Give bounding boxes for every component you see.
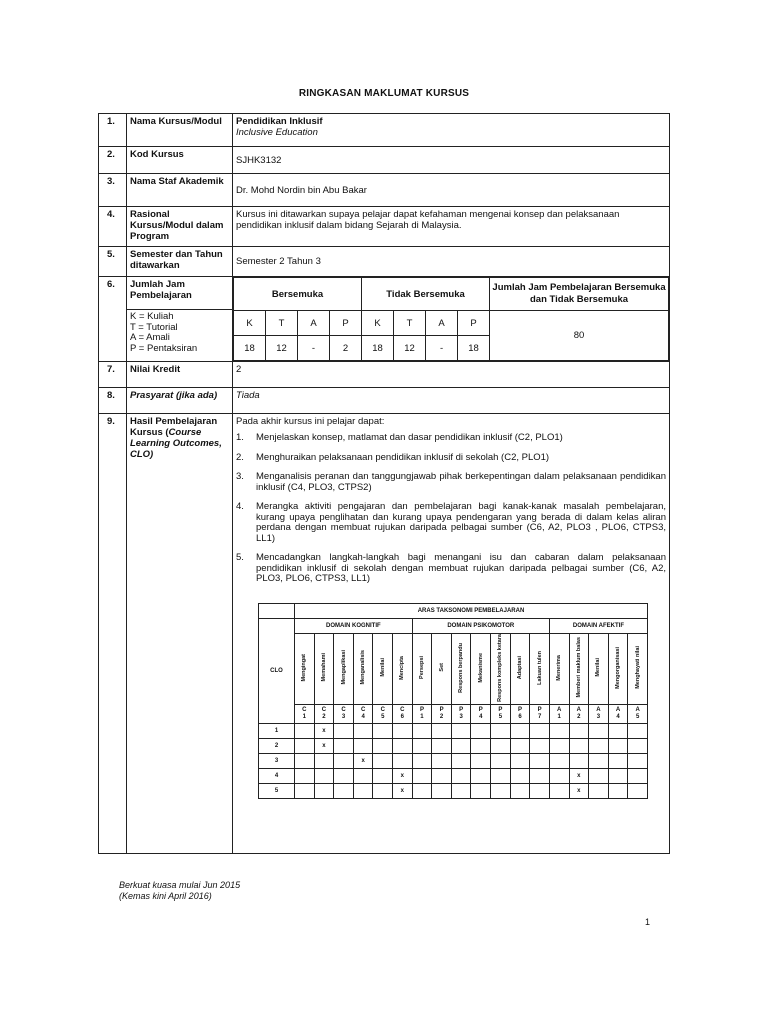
taxonomy-level-code: C 3 [334,704,354,723]
taxonomy-level-name: Set [438,663,445,672]
domain-afektif-header: DOMAIN AFEKTIF [549,618,647,633]
row-number: 7. [99,362,127,388]
taxonomy-level-name-cell [393,633,413,704]
taxonomy-mark-cell [510,768,530,783]
taxonomy-mark-cell [471,783,491,798]
hours-table [233,277,669,361]
taxonomy-mark-cell [412,768,432,783]
taxonomy-level-code: A 4 [608,704,628,723]
row-label: Nilai Kredit [127,362,233,388]
learning-hours-grid-cell [233,277,670,362]
taxonomy-mark-cell [608,768,628,783]
row-number: 4. [99,207,127,247]
row-label: Nama Kursus/Modul [127,114,233,147]
taxonomy-mark-cell [451,753,471,768]
row-label: Nama Staf Akademik [127,174,233,207]
taxonomy-level-name-cell [314,633,334,704]
taxonomy-mark-cell [471,723,491,738]
row-label: Kod Kursus [127,147,233,174]
taxonomy-mark-cell [334,783,354,798]
row-label [127,414,233,854]
taxonomy-mark-cell [451,783,471,798]
taxonomy-mark-cell [314,753,334,768]
taxonomy-mark-cell [393,723,413,738]
taxonomy-level-code: P 4 [471,704,491,723]
hours-value-cell: 12 [394,336,426,361]
taxonomy-level-code: P 3 [451,704,471,723]
code-cell: P [458,311,490,336]
taxonomy-domain-row [259,618,648,633]
taxonomy-level-name-cell [628,633,648,704]
taxonomy-mark-cell [628,768,648,783]
row-label: Rasional Kursus/Modul dalam Program [127,207,233,247]
taxonomy-mark-cell [530,723,550,738]
course-name-malay: Pendidikan Inklusif [236,116,323,127]
taxonomy-mark-cell [412,723,432,738]
clo-item-number: 1. [236,432,244,443]
footer-note [119,880,240,902]
taxonomy-level-name-cell [471,633,491,704]
header-tidak-bersemuka: Tidak Bersemuka [362,278,490,311]
taxonomy-mark-cell [432,738,452,753]
taxonomy-mark-cell [432,768,452,783]
taxonomy-level-name-cell [295,633,315,704]
clo-item-text: Menganalisis peranan dan tanggungjawab pihak berkepentingan dalam pelaksanaan pendidikan inklusif (C4, PLO3, CTPS2) [256,471,666,493]
taxonomy-level-code: P 6 [510,704,530,723]
code-cell: T [266,311,298,336]
taxonomy-mark-cell [314,768,334,783]
domain-psikomotor-header: DOMAIN PSIKOMOTOR [412,618,549,633]
row-credit [99,362,670,388]
taxonomy-mark-cell [353,738,373,753]
taxonomy-clo-number: 3 [259,753,295,768]
taxonomy-clo-number: 4 [259,768,295,783]
taxonomy-mark-cell [530,753,550,768]
taxonomy-level-name-cell [491,633,511,704]
taxonomy-clo-header: CLO [259,618,295,723]
taxonomy-mark-cell: x [393,768,413,783]
taxonomy-level-name-cell [510,633,530,704]
hours-value-cell: - [298,336,330,361]
taxonomy-mark-cell [589,753,609,768]
code-cell: K [234,311,266,336]
footer-effective-date: Berkuat kuasa mulai Jun 2015 [119,880,241,890]
taxonomy-mark-cell [608,783,628,798]
clo-item-number: 4. [236,501,244,512]
learning-hours-label-cell [127,277,233,362]
taxonomy-level-name: Menganalisis [360,650,367,685]
taxonomy-level-name-cell [353,633,373,704]
clo-item [236,453,666,464]
row-academic-staff [99,174,670,207]
taxonomy-mark-cell [412,783,432,798]
prerequisite-value: Tiada [233,388,670,414]
legend-tutorial: T = Tutorial [130,321,178,333]
hours-value-cell: - [426,336,458,361]
taxonomy-mark-cell: x [314,723,334,738]
hours-value-cell: 18 [458,336,490,361]
taxonomy-level-name-cell [608,633,628,704]
taxonomy-level-code: A 2 [569,704,589,723]
taxonomy-level-code: A 3 [589,704,609,723]
row-number: 1. [99,114,127,147]
taxonomy-level-name: Mencipta [399,655,406,680]
taxonomy-level-name: Memberi maklum balas [575,637,582,698]
taxonomy-mark-cell [510,738,530,753]
clo-intro: Pada akhir kursus ini pelajar dapat: [236,416,385,427]
total-hours-value: 80 [490,311,669,361]
hours-value-cell: 2 [330,336,362,361]
taxonomy-mark-cell [432,783,452,798]
taxonomy-mark-cell [471,753,491,768]
taxonomy-corner [259,603,295,618]
taxonomy-mark-cell [628,723,648,738]
taxonomy-clo-row [259,768,648,783]
row-learning-outcomes [99,414,670,854]
taxonomy-level-name-cell [412,633,432,704]
taxonomy-level-names-row [259,633,648,704]
course-code-value: SJHK3132 [233,147,670,174]
row-number: 8. [99,388,127,414]
course-summary-table [98,113,670,854]
taxonomy-mark-cell [510,753,530,768]
taxonomy-mark-cell [491,723,511,738]
code-cell: P [330,311,362,336]
row-number: 6. [99,277,127,362]
code-cell: A [298,311,330,336]
taxonomy-mark-cell: x [569,768,589,783]
taxonomy-mark-cell [569,738,589,753]
rationale-value [233,207,670,247]
taxonomy-mark-cell [295,738,315,753]
taxonomy-level-name: Mekanisme [477,652,484,683]
clo-content [233,414,670,854]
taxonomy-mark-cell [353,768,373,783]
taxonomy-level-name-cell [451,633,471,704]
taxonomy-level-name: Respons berpandu [458,642,465,693]
taxonomy-mark-cell [451,723,471,738]
row-number: 9. [99,414,127,854]
taxonomy-mark-cell: x [569,783,589,798]
taxonomy-mark-cell [353,783,373,798]
hours-value-cell: 18 [362,336,394,361]
taxonomy-mark-cell [491,738,511,753]
legend-amali: A = Amali [130,332,170,343]
taxonomy-level-name: Mengorganisasi [615,646,622,689]
taxonomy-clo-number: 5 [259,783,295,798]
row-number: 2. [99,147,127,174]
taxonomy-mark-cell [628,753,648,768]
taxonomy-level-name-cell [432,633,452,704]
taxonomy-clo-row [259,723,648,738]
taxonomy-level-name-cell [373,633,393,704]
taxonomy-mark-cell [334,738,354,753]
code-cell: T [394,311,426,336]
clo-item-number: 3. [236,471,244,482]
taxonomy-mark-cell [295,723,315,738]
taxonomy-mark-cell [373,738,393,753]
taxonomy-level-code: C 2 [314,704,334,723]
taxonomy-level-code: C 4 [353,704,373,723]
taxonomy-mark-cell [530,738,550,753]
taxonomy-mark-cell: x [353,753,373,768]
taxonomy-level-name-cell [334,633,354,704]
taxonomy-level-code: P 7 [530,704,550,723]
taxonomy-level-code: P 5 [491,704,511,723]
clo-item-number: 2. [236,451,244,463]
code-cell: A [426,311,458,336]
taxonomy-level-name: Lakuan tulen [536,650,543,685]
code-cell: K [362,311,394,336]
taxonomy-mark-cell [373,753,393,768]
taxonomy-mark-cell [373,768,393,783]
staff-name-value: Dr. Mohd Nordin bin Abu Bakar [233,174,670,207]
taxonomy-mark-cell [608,723,628,738]
clo-item-text: Merangka aktiviti pengajaran dan pembelajaran bagi kanak-kanak masalah pembelajaran, kurang upaya penglihatan dan kurang upaya pendengaran yang berada di dalam kelas aliran perdana dengan membuat rujukan daripada pelbagai sumber (C6, A2, PLO3 , PLO6, CTPS3, LL1) [256,501,666,544]
row-course-code [99,147,670,174]
taxonomy-level-codes-row [259,704,648,723]
clo-item [236,502,666,544]
taxonomy-level-name-cell [589,633,609,704]
taxonomy-mark-cell: x [314,738,334,753]
taxonomy-mark-cell [295,768,315,783]
taxonomy-mark-cell [412,738,432,753]
taxonomy-level-name-cell [530,633,550,704]
taxonomy-mark-cell [295,753,315,768]
taxonomy-mark-cell: x [393,783,413,798]
taxonomy-level-name-cell [569,633,589,704]
row-label: Prasyarat (jika ada) [127,388,233,414]
taxonomy-level-name: Mengaplikasi [340,650,347,685]
taxonomy-mark-cell [334,768,354,783]
hours-value-cell: 12 [266,336,298,361]
credit-value: 2 [233,362,670,388]
taxonomy-mark-cell [569,723,589,738]
clo-item-number: 5. [236,552,244,563]
taxonomy-mark-cell [334,753,354,768]
taxonomy-level-name-cell [549,633,569,704]
row-rationale [99,207,670,247]
header-jumlah-jam: Jumlah Jam Pembelajaran Bersemuka dan Tidak Bersemuka [490,278,669,311]
taxonomy-mark-cell [608,753,628,768]
taxonomy-level-name: Mengingat [301,653,308,682]
taxonomy-mark-cell [510,723,530,738]
row-value [233,114,670,147]
taxonomy-level-name: Menilai [379,658,386,677]
taxonomy-mark-cell [530,768,550,783]
row-course-name [99,114,670,147]
taxonomy-mark-cell [530,783,550,798]
taxonomy-mark-cell [608,738,628,753]
clo-item-text: Menghuraikan pelaksanaan pendidikan inklusif di sekolah (C2, PLO1) [256,451,550,463]
taxonomy-mark-cell [549,738,569,753]
row-semester [99,247,670,277]
taxonomy-mark-cell [393,738,413,753]
taxonomy-clo-row [259,738,648,753]
taxonomy-level-code: P 1 [412,704,432,723]
taxonomy-level-name: Menilai [595,658,602,677]
taxonomy-mark-cell [491,753,511,768]
clo-label-part1: Hasil Pembelajaran Kursus ( [130,416,218,438]
taxonomy-mark-cell [471,768,491,783]
taxonomy-clo-row [259,753,648,768]
legend-pentaksiran: P = Pentaksiran [130,342,198,354]
taxonomy-mark-cell [334,723,354,738]
legend-kuliah: K = Kuliah [130,311,174,322]
taxonomy-mark-cell [393,753,413,768]
taxonomy-clo-number: 2 [259,738,295,753]
taxonomy-level-code: P 2 [432,704,452,723]
row-number: 3. [99,174,127,207]
taxonomy-mark-cell [373,783,393,798]
document-title: RINGKASAN MAKLUMAT KURSUS [298,88,470,99]
clo-item-text: Menjelaskan konsep, matlamat dan dasar pendidikan inklusif (C2, PLO1) [256,432,563,443]
taxonomy-title: ARAS TAKSONOMI PEMBELAJARAN [295,603,648,618]
taxonomy-level-code: A 1 [549,704,569,723]
taxonomy-level-name: Memahami [320,653,327,682]
taxonomy-level-code: C 6 [393,704,413,723]
row-prerequisite [99,388,670,414]
taxonomy-mark-cell [373,723,393,738]
taxonomy-mark-cell [628,738,648,753]
taxonomy-mark-cell [432,753,452,768]
taxonomy-level-code: C 5 [373,704,393,723]
taxonomy-level-name: Respons kompleks ketara [497,633,504,702]
taxonomy-mark-cell [491,783,511,798]
clo-list [236,433,666,585]
taxonomy-mark-cell [510,783,530,798]
domain-kognitif-header: DOMAIN KOGNITIF [295,618,413,633]
taxonomy-mark-cell [491,768,511,783]
taxonomy-mark-cell [628,783,648,798]
taxonomy-level-name: Menghayati nilai [634,646,641,689]
taxonomy-mark-cell [549,768,569,783]
header-bersemuka: Bersemuka [234,278,362,311]
taxonomy-mark-cell [549,753,569,768]
row-label: Jumlah Jam Pembelajaran [127,277,232,310]
taxonomy-mark-cell [432,723,452,738]
taxonomy-mark-cell [295,783,315,798]
footer-updated-date: (Kemas kini April 2016) [119,891,212,901]
taxonomy-mark-cell [412,753,432,768]
course-name-english: Inclusive Education [236,127,318,138]
rationale-text: Kursus ini ditawarkan supaya pelajar dapat kefahaman mengenai konsep dan pelaksanaan pendidikan inklusif dalam bidang Sejarah di Malaysia. [236,209,620,231]
clo-item [236,553,666,585]
taxonomy-level-name: Persepsi [418,656,425,679]
taxonomy-level-name: Adaptasi [517,655,523,680]
clo-label-part2: Course Learning Outcomes, CLO) [130,427,222,460]
clo-item [236,433,666,444]
taxonomy-table [258,603,648,799]
row-learning-hours [99,277,670,362]
taxonomy-mark-cell [589,723,609,738]
taxonomy-mark-cell [451,738,471,753]
taxonomy-clo-number: 1 [259,723,295,738]
taxonomy-clo-row [259,783,648,798]
hours-value-cell: 18 [234,336,266,361]
taxonomy-mark-cell [569,753,589,768]
row-number: 5. [99,247,127,277]
taxonomy-title-row [259,603,648,618]
clo-item-text: Mencadangkan langkah-langkah bagi menangani isu dan cabaran dalam pelaksanaan pendidikan inklusif di sekolah dengan membuat rujukan daripada pelbagai sumber (C6, A2, PLO3, PLO6, CTPS3, LL1) [256,552,666,584]
taxonomy-level-name: Menerima [556,654,563,681]
taxonomy-mark-cell [471,738,491,753]
taxonomy-level-code: C 1 [295,704,315,723]
row-label: Semester dan Tahun ditawarkan [127,247,233,277]
clo-item [236,472,666,493]
taxonomy-mark-cell [314,783,334,798]
taxonomy-mark-cell [589,738,609,753]
taxonomy-mark-cell [549,783,569,798]
taxonomy-level-code: A 5 [628,704,648,723]
taxonomy-mark-cell [589,768,609,783]
taxonomy-mark-cell [353,723,373,738]
taxonomy-mark-cell [549,723,569,738]
page-number: 1 [645,917,651,927]
taxonomy-mark-cell [451,768,471,783]
hours-legend [127,310,232,356]
taxonomy-mark-cell [589,783,609,798]
semester-value: Semester 2 Tahun 3 [233,247,670,277]
